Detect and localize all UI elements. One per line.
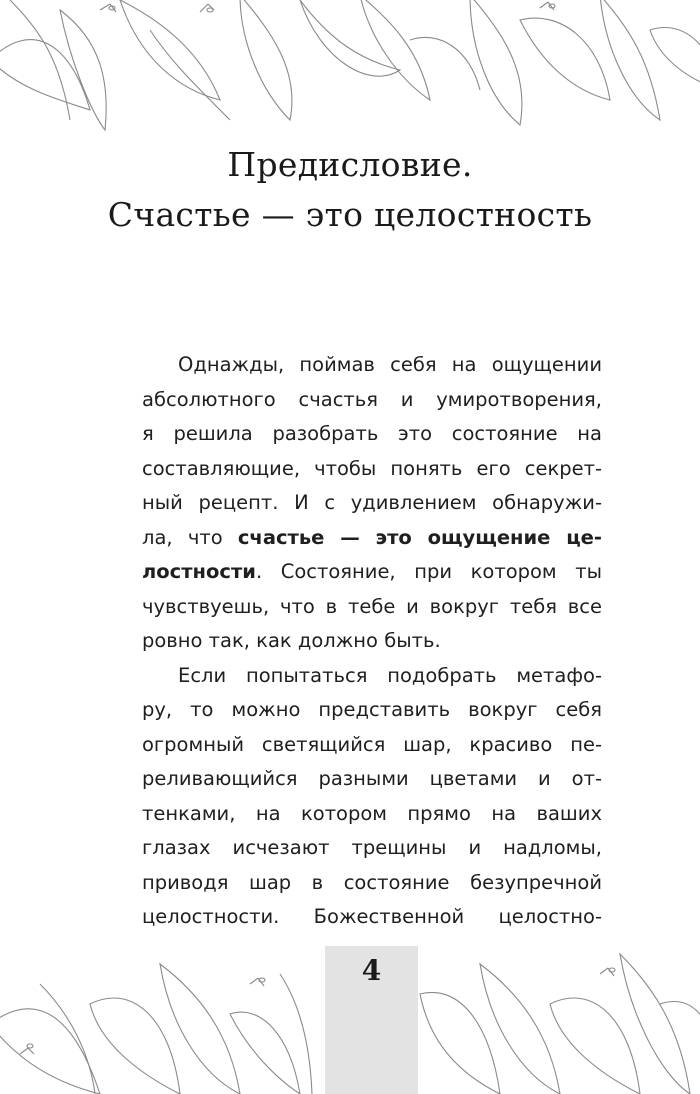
text-line: я решила разобрать это состояние на [142,422,602,445]
emphasis-text: лостности [142,560,256,583]
text-line: чувствуешь, что в тебе и вокруг тебя все [142,594,602,618]
text-line: абсолютного счастья и умиротворения, [142,387,602,411]
text-line: тенками, на котором прямо на ваших [142,801,602,825]
chapter-title [0,140,700,240]
chapter-title-line-1: Предисловие. [227,145,473,184]
text-line: огромный светящийся шар, красиво пе- [142,732,602,756]
text-line: ный рецепт. И с удивлением обнаружи- [142,491,602,514]
text-line: целостности. Божественной целостно- [142,905,602,928]
top-floral-ornament [0,0,700,135]
text-line: Если попытаться подобрать метафо- [178,663,602,687]
body-text [142,348,602,935]
page-number: 4 [361,954,382,987]
text-line: приводя шар в состояние безупречной [142,870,602,894]
paragraph-2 [142,659,602,935]
emphasis-text: счастье — это ощущение це- [237,525,602,549]
paragraph-1 [142,348,602,659]
text-line [142,521,602,556]
text-line: глазах исчезают трещины и надломы, [142,836,602,859]
text-line: реливающийся разными цветами и от- [142,767,602,790]
text-span: ла, что [142,525,238,549]
text-line: составляющие, чтобы понять его секрет- [142,456,602,480]
text-span: . Состояние, при котором ты [255,560,602,583]
text-line: ровно так, как должно быть. [142,629,441,652]
chapter-title-line-2: Счастье — это целостность [107,195,593,234]
text-line: Однажды, поймав себя на ощущении [178,353,602,376]
text-line [142,555,602,590]
text-line: ру, то можно представить вокруг себя [142,698,602,721]
